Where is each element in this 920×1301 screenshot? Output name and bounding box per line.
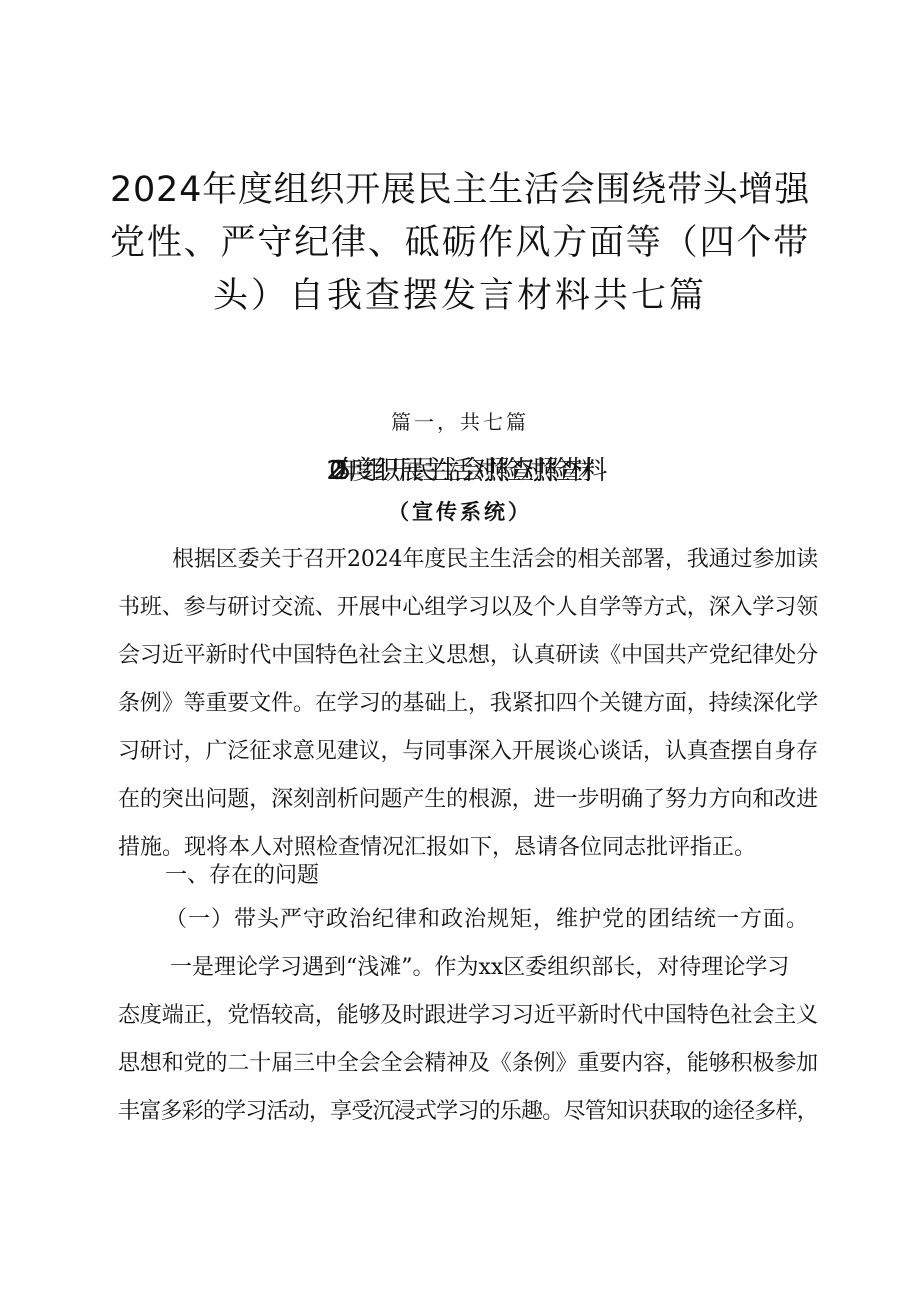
intro-line-4: 条例》等重要文件。在学习的基础上，我紧扣四个关键方面，持续深化学 bbox=[118, 691, 819, 716]
sub-title: 2025年度组织开展民主生活会对照检查对照检查材料 bbox=[326, 456, 594, 486]
part-label: 篇一，共七篇 bbox=[391, 410, 529, 434]
sub-system-label: （宣传系统） bbox=[388, 499, 532, 524]
intro-line-5: 习研讨，广泛征求意见建议，与同事深入开展谈心谈话，认真查摆自身存 bbox=[118, 739, 819, 764]
intro-line-6: 在的突出问题，深刻剖析问题产生的根源，进一步明确了努力方向和改进 bbox=[118, 787, 819, 812]
intro-paragraph bbox=[118, 536, 818, 872]
main-title-line-2: 党性、严守纪律、砥砺作风方面等（四个带 bbox=[110, 223, 811, 263]
subsection-heading-political-discipline: （一）带头严守政治纪律和政治规矩，维护党的团结统一方面。 bbox=[165, 907, 810, 932]
intro-line-2: 书班、参与研讨交流、开展中心组学习以及个人自学等方式，深入学习领 bbox=[118, 595, 819, 620]
point1-paragraph bbox=[118, 944, 818, 1136]
point1-line-1: 一是理论学习遇到“浅滩”。作为xx区委组织部长，对待理论学习 bbox=[170, 955, 790, 980]
point1-line-4: 丰富多彩的学习活动，享受沉浸式学习的乐趣。尽管知识获取的途径多样， bbox=[118, 1099, 819, 1124]
point1-line-2: 态度端正，党悟较高，能够及时跟进学习习近平新时代中国特色社会主义 bbox=[118, 1003, 819, 1028]
intro-line-7: 措施。现将本人对照检查情况汇报如下，恳请各位同志批评指正。 bbox=[118, 835, 757, 860]
main-title-line-1: 2024年度组织开展民主生活会围绕带头增强 bbox=[110, 170, 811, 210]
main-title bbox=[110, 164, 810, 323]
section-heading-problems: 一、存在的问题 bbox=[165, 863, 320, 888]
intro-line-3: 会习近平新时代中国特色社会主义思想，认真研读《中国共产党纪律处分 bbox=[118, 643, 819, 668]
intro-line-1: 根据区委关于召开2024年度民主生活会的相关部署，我通过参加读 bbox=[172, 547, 818, 572]
main-title-line-3: 头）自我查摆发言材料共七篇 bbox=[212, 276, 707, 316]
point1-line-3: 思想和党的二十届三中全会全会精神及《条例》重要内容，能够积极参加 bbox=[118, 1051, 819, 1076]
